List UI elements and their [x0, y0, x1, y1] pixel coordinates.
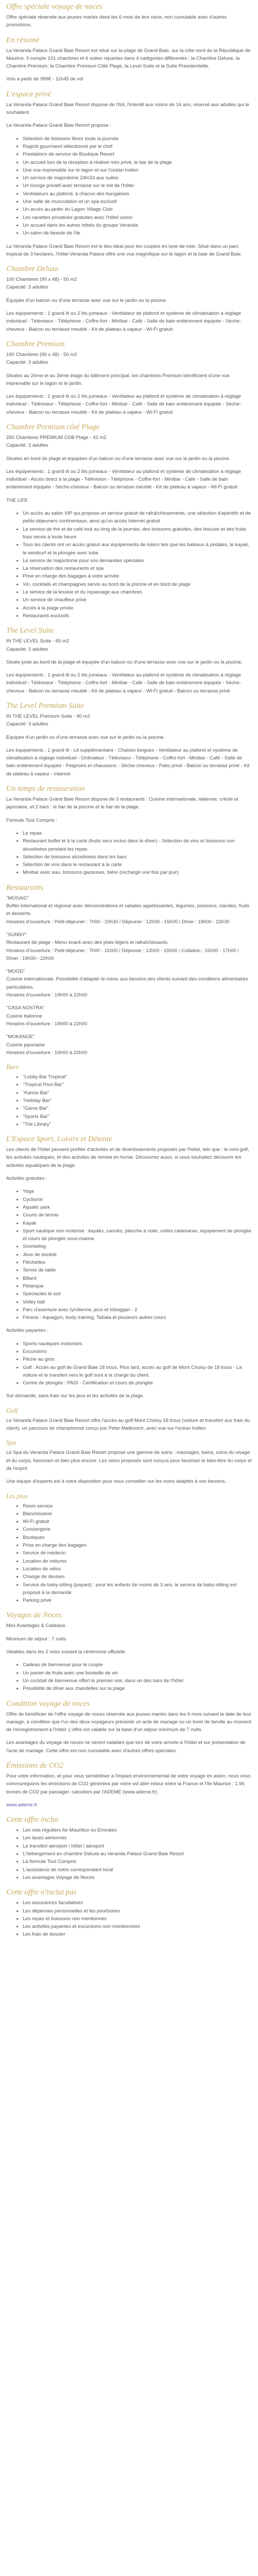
- list-item: • Prise en charge des bagages: [23, 1541, 252, 1549]
- intro-title: Offre spéciale voyage de noces: [6, 3, 103, 11]
- premium-capacity: Capacité: 3 adultes: [6, 360, 49, 366]
- voyage-l2: Valables dans les 2 mois suivant la cérémonie officielle: [6, 1649, 125, 1655]
- restaurant-1-text: Buffet international et régional avec démonstrations et salades appétissantes, légumes, poissons, viandes, fruits et desserts.: [6, 903, 250, 917]
- premium-plage-desc: Situées en bord de plage et équipées d'un balcon ou d'une terrasse avec vue sur le jardin ou la piscine.: [6, 455, 231, 462]
- list-item: • Minibar avec eau, boissons gazeuses, bière (rechargé une fois par jour): [23, 869, 252, 876]
- conditions-text: Offre de bénéficier de l'offre voyage de noces réservée aux jeunes mariés dans les 6 mois suivant la date de leur mariage, à condition que l'un des deux voyageurs présente un acte de mariage ou un livret de famille au moment de l'enregistrement à l'hôtel. L'offre est valable sur la base d'un séjour minimum de 7 nuits.: [6, 1711, 251, 1733]
- list-item: • Restaurants exclusifs: [23, 612, 252, 620]
- list-item: • Parc d'aventure avec tyrolienne, jeux et toboggan - 2: [23, 1306, 252, 1314]
- list-item: • "Tropical Pool Bar": [23, 1081, 252, 1089]
- prive-sub: La Veranda Palace Grand Baie Resort propose :: [6, 123, 111, 129]
- plus-title: Les plus: [6, 1492, 28, 1500]
- list-item: • Room service: [23, 1502, 252, 1510]
- list-item: • Un cocktail de bienvenue offert le premier soir, dans un des bars de l'hôtel: [23, 1677, 252, 1685]
- list-item: • Les repas et boissons non mentionnés: [23, 1915, 252, 1923]
- list-item: • Pétanque: [23, 1282, 252, 1290]
- list-item: • Tous les clients ont un accès gratuit aux équipements de loisirs tels que les bateaux à pédales, le kayak, le windsurf et la plongée avec tuba: [23, 541, 252, 557]
- restaurant-3-text: Cuisine internationale. Possibilité d'adapter le menu aux besoins des clients suivant des conditions alimentaires particulières.: [6, 976, 248, 990]
- conditions-title: Condition voyage de noces: [6, 1699, 90, 1708]
- restaurant-2-hours: Horaires d'ouverture : Petit-déjeuner : 7h00 - 11h00 / Déjeuner : 12h00 - 15h00 / Collation : 15h00 - 17h00 / Dîner : 19h00 - 22h00: [6, 947, 239, 961]
- excludes-title: Cette offre n'inclut pas: [6, 1888, 77, 1897]
- spa-activities-sub2: Activités payantes :: [6, 1328, 49, 1334]
- list-item: • Un accès au jardin du Lagon Village Club: [23, 206, 252, 213]
- spa-activities-title: L'Espace Sport, Loisirs et Détente: [6, 1135, 112, 1144]
- list-item: • Fléchettes: [23, 1259, 252, 1266]
- premium-desc: Situées au 2ème et au 3ème étage du bâtiment principal, les chambres Premium bénéficient d'une vue imprenable sur le lagon et le jardin.: [6, 372, 230, 386]
- list-item: • Fitness : Aquagym, body training, Tabata et plusieurs autres cours: [23, 1314, 252, 1321]
- list-item: • Un lounge privatif avec terrasse sur le toit de l'hôtel: [23, 182, 252, 190]
- list-item: • Spectacles le soir: [23, 1290, 252, 1298]
- intro-text: Offre spéciale réservée aux jeunes mariés dans les 6 mois de leur noce, non cumulable avec d'autres promotions.: [6, 14, 227, 28]
- restauration-list: [6, 829, 252, 877]
- co2-text: Pour votre information, et pour vous sensibiliser à l'impact environnemental de votre voyage en avion, nous vous communiquons les émissions de CO2 générées par votre vol aller-retour entre la France et l'île Maurice : 1.96 tonnes de CO2 par passager, calculées par l'ADEME (www.ademe.fr).: [6, 1773, 251, 1795]
- premium-plage-equip: Les équipements : 1 grand lit ou 2 lits jumeaux - Ventilateur au plafond et système de climatisation à réglage individuel - Accès direct à la plage - Télévision - Téléphone - Coffre-fort - Minibar - Café - Salle de bain entièrement équipée - Sèche-cheveux - Balcon ou terrasse meublé - Kit de plateau à vapeur - Wi-Fi gratuit: [6, 468, 241, 490]
- list-item: • Ragoût gourmand sélectionné par le chef: [23, 143, 252, 150]
- list-item: • Jeux de société: [23, 1251, 252, 1259]
- voyage-sub: Mes Avantages & Cadeaux: [6, 1623, 66, 1629]
- includes-list: [6, 1826, 252, 1882]
- presidential-equip: Les équipements : 1 grand lit - Lit supplémentaire - Chaises longues - Ventilateur au plafond et système de climatisation à réglage individuel - Ordinateur - Téléviseur - Téléphone - Coffre-fort - Minibar - Café - Salle de bain entièrement équipée - Peignoirs et chaussons - Sèche-cheveux - Patio privé - Balcon ou terrasse privé - Kit de plateau à vapeur - Internet: [6, 747, 250, 777]
- list-item: • Service de médecin: [23, 1549, 252, 1557]
- list-item: • Restaurant buffet et à la carte (fruits secs inclus dans le dîner) - Sélection de vins et boissons non alcoolisées pendant les repas: [23, 837, 252, 853]
- spa-activities-note: Sur demande, sans frais sur les jeux et les activités de la plage.: [6, 1393, 144, 1399]
- presidential-desc: Équipée d'un jardin ou d'une terrasse avec vue sur le jardin ou la piscine.: [6, 734, 165, 740]
- list-item: • La formule Tout Compris: [23, 1858, 252, 1866]
- list-item: • Service de baby-sitting (payant) : pour les enfants de moins de 3 ans, le service de baby-sitting est proposé à la demande: [23, 1581, 252, 1597]
- list-item: • Yoga: [23, 1188, 252, 1195]
- deluxe-desc: Équipée d'un balcon ou d'une terrasse avec vue sur le jardin ou la piscine.: [6, 297, 168, 303]
- golf-title: Golf: [6, 1406, 18, 1414]
- list-item: • Sport nautique non motorisé : kayaks, canoës, planche à voile, voiles catamaran, équipement de plongée et cours de plongée sous-marine: [23, 1227, 252, 1243]
- list-item: • Un service de chauffeur privé: [23, 596, 252, 604]
- list-item: • Volley ball: [23, 1298, 252, 1306]
- restaurant-1-name: "MOSAIC": [6, 895, 29, 901]
- list-item: • "The Library": [23, 1121, 252, 1128]
- list-item: • Cadeau de bienvenue pour le couple: [23, 1661, 252, 1669]
- list-item: • Conciergerie: [23, 1526, 252, 1533]
- list-item: • Prestations de service de Boutique Resort: [23, 150, 252, 158]
- prive-note: La Veranda Palace Grand Baie Resort est le lieu idéal pour les couples en lune de miel. Situé dans un parc tropical de 3 hectares, l'hôtel Veranda Palace offre une vue magnifique sur le lagon et la baie de Grand Baie.: [6, 243, 242, 257]
- voyage-l1: Minimum de séjour : 7 nuits: [6, 1636, 67, 1642]
- plus-list: [6, 1502, 252, 1605]
- premium-plage-life-list: [6, 510, 252, 620]
- list-item: • "Sports Bar": [23, 1113, 252, 1121]
- list-item: • Les navettes privatives gratuites avec l'hôtel voisin: [23, 214, 252, 222]
- prive-list: [6, 135, 252, 238]
- list-item: • Un service de majordome 24h/24 aux suites: [23, 174, 252, 182]
- list-item: • Un panier de fruits avec une bouteille de vin: [23, 1669, 252, 1677]
- presidential-capacity: Capacité: 3 adultes: [6, 721, 49, 727]
- includes-title: Cette offre inclut: [6, 1816, 59, 1824]
- list-item: • Le service de thé et de café tout au long de la journée, des boissons gratuites, des biscuits et des fruits frais servis à toute heure: [23, 526, 252, 541]
- deluxe-capacity: Capacité: 3 adultes: [6, 284, 49, 291]
- list-item: • "Kanoo Bar": [23, 1089, 252, 1097]
- restaurant-5-text: Cuisine japonaise: [6, 1042, 45, 1048]
- list-item: • Billard: [23, 1275, 252, 1282]
- list-item: • Excursions: [23, 1348, 252, 1355]
- restaurant-4-name: "CASA NOSTRA": [6, 1005, 45, 1011]
- premium-plage-life: THE LIFE: [6, 497, 28, 503]
- resume-text: La Veranda Palace Grand Baie Resort est situé sur la plage de Grand Baie, sur la côte nord de la République de Maurice. Il compte 101 chambres et 6 suites réparties dans 4 catégories différentes : la Chambre Deluxe, la Chambre Premium, la Chambre Premium Côté Plage, la Level Suite et la Suite Presidentielle.: [6, 47, 251, 70]
- list-item: • "Game Bar": [23, 1105, 252, 1112]
- list-item: • Le transfert aéroport / hôtel / aéroport: [23, 1842, 252, 1850]
- voyage-title: Voyages de Noces: [6, 1611, 62, 1620]
- list-item: • L'hébergement en chambre Deluxe au Veranda Palace Grand Baie Resort: [23, 1850, 252, 1858]
- list-item: • Courts de tennis: [23, 1211, 252, 1219]
- level-suite-area: IN THE LEVEL Suite - 65 m2: [6, 638, 69, 645]
- list-item: • Les vols réguliers Air Mauritius ou Emirates: [23, 1826, 252, 1834]
- restauration-text: La Veranda Palace Grand Baie Resort dispose de 3 restaurants : Cuisine internationale, italienne, créole et japonaise, et 2 bars : le bar de la piscine et le bar de la plage.: [6, 796, 238, 810]
- list-item: • Location de voitures: [23, 1557, 252, 1565]
- spa-activities-sub: Activités gratuites :: [6, 1176, 47, 1182]
- list-item: • Cyclisme: [23, 1196, 252, 1204]
- list-item: • Sélection de boissons libres toute la journée: [23, 135, 252, 143]
- restaurant-4-text: Cuisine italienne: [6, 1013, 42, 1019]
- restauration-sub: Formule Tout Compris :: [6, 817, 57, 823]
- spa-text2: Une équipe d'experts est à votre disposition pour vous conseiller sur les soins adaptés à vos besoins.: [6, 1479, 227, 1485]
- voyage-list: [6, 1661, 252, 1692]
- bars-list: [6, 1073, 252, 1128]
- presidential-title: The Level Premium Suite: [6, 702, 84, 710]
- list-item: • L'assistance de notre correspondant local: [23, 1866, 252, 1874]
- premium-plage-title: Chambre Premium côté Plage: [6, 422, 100, 431]
- deluxe-title: Chambre Deluxe: [6, 265, 59, 274]
- list-item: • Ventilateurs au plafond, à chacun des bungalows: [23, 190, 252, 198]
- list-item: • Les avantages Voyage de Noces: [23, 1874, 252, 1882]
- list-item: • Le repas: [23, 829, 252, 837]
- restaurant-5-hours: Horaires d'ouverture : 19h00 à 22h00: [6, 1049, 88, 1056]
- restaurant-3-hours: Horaires d'ouverture : 19h00 à 22h00: [6, 992, 88, 998]
- resume-text2: Vols à partir de 999€ - 11h45 de vol: [6, 76, 84, 82]
- restaurant-4-hours: Horaires d'ouverture : 19h00 à 22h00: [6, 1021, 88, 1027]
- list-item: • Parking privé: [23, 1597, 252, 1604]
- list-item: • Pêche au gros: [23, 1355, 252, 1363]
- list-item: • Sélection de boissons alcoolisées dans les bars: [23, 853, 252, 861]
- premium-area: 190 Chambres (90 x 48) - 50 m2: [6, 351, 77, 358]
- prive-title: L'espace privé: [6, 90, 51, 98]
- restaurant-2-name: "SUNNY": [6, 931, 27, 938]
- spa-activities-list: [6, 1188, 252, 1321]
- premium-plage-area: 250 Chambres PREMIUM CDB Plage - 42 m2: [6, 434, 107, 440]
- restaurant-2-text: Restaurant de plage - Menu snack avec des plats légers et rafraîchissants.: [6, 940, 169, 946]
- prive-intro: La Veranda Palace Grand Baie Resort dispose de l'Ilot, l'interdit aux moins de 16 ans, réservé aux adultes qui le souhaitent.: [6, 101, 249, 116]
- list-item: • Sports nautiques motorisés: [23, 1340, 252, 1348]
- spa-activities-intro: Les clients de l'hôtel peuvent profiter d'activités et de divertissements proposés par l'hôtel, tels que : le mini-golf, les activités nautiques, et des activités de remise en forme. Découvrez aussi, si vous souhaitez découvrir les activités aquatiques de la plage.: [6, 1147, 249, 1168]
- list-item: • Les assurances facultatives: [23, 1899, 252, 1907]
- list-item: • Possibilité de dîner aux chandelles sur la plage: [23, 1685, 252, 1692]
- premium-title: Chambre Premium: [6, 340, 65, 348]
- conditions-text2: Les avantages du voyage de noces ne seront valables que lors de votre arrivée à l'hôtel et sur présentation de l'acte de mariage. Cette offre est non cumulable avec d'autres offres spéciales.: [6, 1740, 246, 1754]
- restaurants-title: Restaurants: [6, 883, 43, 892]
- list-item: • Accès à la plage privée: [23, 604, 252, 612]
- list-item: • Blanchisserie: [23, 1510, 252, 1518]
- bars-title: Bars: [6, 1063, 19, 1071]
- deluxe-area: 100 Chambres (90 x 48) - 50 m2: [6, 277, 77, 283]
- deluxe-equip: Les équipements : 1 grand lit ou 2 lits jumeaux - Ventilateur de plafond et système de climatisation à réglage individuel - Téléviseur - Téléphone - Coffre-fort - Minibar - Café - Salle de bain entièrement équipée - Sèche-cheveux - Balcon ou terrasse meublé - Kit de plateau à vapeur - Wi-Fi gratuit: [6, 311, 241, 332]
- restaurant-5-name: "MOKANOE": [6, 1034, 35, 1040]
- level-suite-desc: Située juste au bord de la plage et équipée d'un balcon ou d'une terrasse avec vue sur le jardin ou la piscine.: [6, 659, 243, 665]
- list-item: • Snorkeling: [23, 1243, 252, 1250]
- list-item: • Le service de majordome pour vos demandes spéciales: [23, 557, 252, 565]
- list-item: • Aquatic park: [23, 1204, 252, 1211]
- list-item: • Wi-Fi gratuit: [23, 1518, 252, 1526]
- list-item: • Centre de plongée : PADI - Certification et cours de plongée: [23, 1379, 252, 1387]
- list-item: • Un accueil lors de la réception à réaliser très privé, le bar de la plage: [23, 159, 252, 166]
- presidential-area: IN THE LEVEL Premium Suite - 90 m2: [6, 714, 90, 719]
- spa-text: Le Spa du Veranda Palace Grand Baie Resort propose une gamme de soins : massages, bains, soins du visage et du corps, hammam et bien plus encore. Les soins proposés sont conçus pour favoriser le bien-être du corps et de l'esprit.: [6, 1450, 252, 1471]
- resume-title: En résumé: [6, 36, 39, 44]
- list-item: • Boutiques: [23, 1534, 252, 1541]
- list-item: • Les activités payantes et excursions non mentionnées: [23, 1923, 252, 1930]
- premium-plage-capacity: Capacité: 3 adultes: [6, 443, 49, 449]
- spa-title: Spa: [6, 1439, 16, 1447]
- list-item: • Vin, cocktails et champagnes servis au bord de la piscine et en bord de plage: [23, 581, 252, 588]
- list-item: • Prise en charge des bagages à votre arrivée: [23, 572, 252, 580]
- list-item: • Les frais de dossier: [23, 1930, 252, 1938]
- golf-text: Le Veranda Palace Grand Baie Resort offre l'accès au golf Mont Choisy 18 trous (voiture et transfert aux frais du client), un parcours de championnat conçu par Peter Matkovich, avec vue sur l'océan Indien.: [6, 1417, 250, 1432]
- level-suite-title: The Level Suite: [6, 626, 54, 635]
- restauration-title: Un temps de restauration: [6, 785, 85, 793]
- list-item: • "Lobby Bar Tropical": [23, 1073, 252, 1081]
- level-suite-equip: Les équipements : 1 grand lit ou 2 lits jumeaux - Ventilateur au plafond et système de climatisation à réglage individuel - Téléviseur - Téléphone - Coffre-fort - Minibar - Café - Salle de bain entièrement équipée - Sèche-cheveux - Balcon ou terrasse meublé - Kit de plateau à vapeur - Wi-Fi gratuit - Balcon ou terrasse privé: [6, 672, 241, 694]
- list-item: • Une salle de musculation et un spa exclusif: [23, 198, 252, 206]
- list-item: • Location de vélos: [23, 1565, 252, 1573]
- co2-title: Émissions de CO2: [6, 1761, 63, 1770]
- list-item: • Les dépenses personnelles et les pourboires: [23, 1907, 252, 1915]
- list-item: • Change de devises: [23, 1573, 252, 1581]
- list-item: • Un accueil dans les autres hôtels du groupe Veranda: [23, 222, 252, 229]
- list-item: • Un salon de beauté de l'ile: [23, 229, 252, 237]
- premium-equip: Les équipements : 1 grand lit ou 2 lits jumeaux - Ventilateur au plafond et système de climatisation à réglage individuel - Téléviseur - Téléphone - Coffre-fort - Minibar - Café - Salle de bain entièrement équipée - Sèche-cheveux - Balcon ou terrasse meublé - Kit de plateau à vapeur - Wi-Fi gratuit: [6, 394, 241, 415]
- list-item: • Tennis de table: [23, 1266, 252, 1274]
- excludes-list: [6, 1899, 252, 1938]
- spa-activities-list2: [6, 1340, 252, 1387]
- list-item: • Kayak: [23, 1219, 252, 1227]
- list-item: • La réservation des restaurants et spa: [23, 565, 252, 572]
- restaurant-1-hours: Horaires d'ouverture : Petit-déjeuner : 7h00 - 10h30 / Déjeuner : 12h00 - 15h00 / Dîner : 19h00 - 22h30: [6, 919, 230, 925]
- list-item: • Sélection de vins dans le restaurant à la carte: [23, 861, 252, 869]
- list-item: • Le service de la lessive et du repassage aux chambres: [23, 588, 252, 596]
- co2-link[interactable]: www.ademe.fr: [6, 1802, 38, 1808]
- list-item: • "Holiday Bar": [23, 1097, 252, 1105]
- restaurant-3-name: "MOOD": [6, 969, 25, 975]
- list-item: • Les taxes aériennes: [23, 1834, 252, 1842]
- list-item: • Une vue imprenable sur le lagon et sur l'océan Indien: [23, 166, 252, 174]
- list-item: • Un accès au salon VIP qui propose un service gratuit de rafraîchissements, une sélection d'apéritifs et de petits-déjeuners continentaux, ainsi qu'un accès Internet gratuit: [23, 510, 252, 526]
- level-suite-capacity: Capacité: 3 adultes: [6, 646, 49, 652]
- list-item: • Golf : Accès au golf de Grand Baie 18 trous. Plus tard, accès au golf de Mont Choisy de 18 trous - La voiture et le transfert vers le golf sont à la charge du client.: [23, 1364, 252, 1380]
